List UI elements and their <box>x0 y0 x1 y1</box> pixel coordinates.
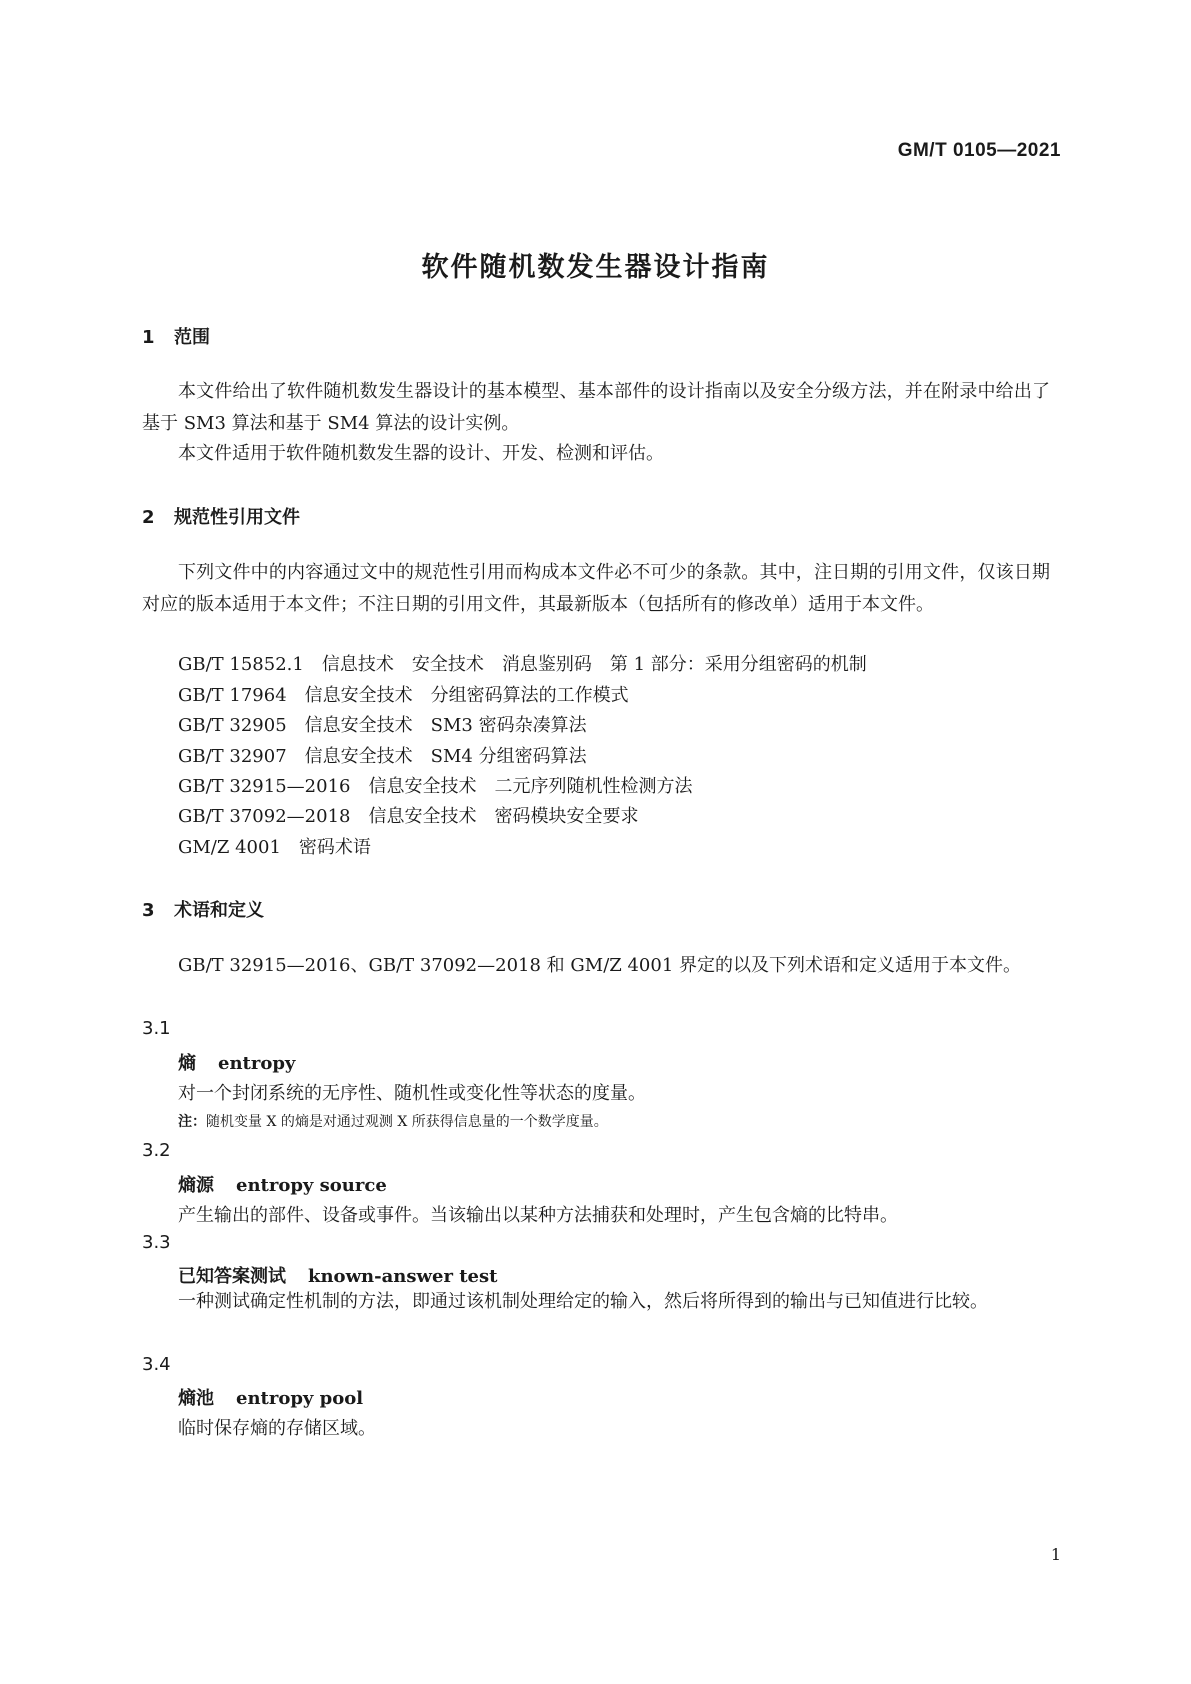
reference-item <box>178 771 692 803</box>
reference-item <box>178 832 371 864</box>
reference-title: 信息安全技术 分组密码算法的工作模式 <box>304 685 629 706</box>
term-number: 3.3 <box>142 1232 171 1253</box>
reference-title: 信息安全技术 SM3 密码杂凑算法 <box>304 715 587 736</box>
reference-code: GB/T 32905 <box>178 715 287 736</box>
term-chinese: 熵源 <box>178 1175 214 1196</box>
section-number: 2 <box>142 507 155 528</box>
references-intro: 下列文件中的内容通过文中的规范性引用而构成本文件必不可少的条款。其中，注日期的引用文件，仅该日期对应的版本适用于本文件；不注日期的引用文件，其最新版本（包括所有的修改单）适用于本文件。 <box>142 562 1050 615</box>
term-chinese: 熵池 <box>178 1388 214 1409</box>
term-english: known-answer test <box>308 1266 498 1287</box>
term-chinese: 熵 <box>178 1053 196 1074</box>
section-heading-3 <box>142 896 264 922</box>
reference-item <box>178 649 867 681</box>
reference-code: GM/Z 4001 <box>178 837 281 858</box>
reference-item <box>178 680 629 712</box>
scope-paragraph-1: 本文件给出了软件随机数发生器设计的基本模型、基本部件的设计指南以及安全分级方法，并在附录中给出了基于 SM3 算法和基于 SM4 算法的设计实例。 <box>142 381 1050 434</box>
section-heading-1 <box>142 323 210 349</box>
reference-code: GB/T 37092—2018 <box>178 806 351 827</box>
term-definition: 对一个封闭系统的无序性、随机性或变化性等状态的度量。 <box>178 1083 646 1104</box>
term-entry <box>178 1171 387 1197</box>
section-number: 3 <box>142 900 155 921</box>
term-note <box>178 1111 608 1131</box>
section-title: 范围 <box>174 327 210 348</box>
scope-paragraph-2: 本文件适用于软件随机数发生器的设计、开发、检测和评估。 <box>178 443 664 464</box>
term-entry <box>178 1262 497 1288</box>
term-number: 3.1 <box>142 1018 171 1039</box>
document-code: GM/T 0105—2021 <box>897 140 1061 161</box>
section-title: 规范性引用文件 <box>174 507 300 528</box>
reference-title: 密码术语 <box>298 837 371 858</box>
note-label: 注： <box>178 1114 206 1130</box>
term-definition: 一种测试确定性机制的方法，即通过该机制处理给定的输入，然后将所得到的输出与已知值进行比较。 <box>178 1291 988 1312</box>
reference-item <box>178 801 638 833</box>
section-heading-2 <box>142 503 300 529</box>
reference-item <box>178 741 587 773</box>
term-number: 3.4 <box>142 1354 171 1375</box>
term-english: entropy <box>218 1053 296 1074</box>
term-english: entropy source <box>236 1175 387 1196</box>
term-definition: 临时保存熵的存储区域。 <box>178 1418 376 1439</box>
page-number: 1 <box>1050 1545 1061 1564</box>
reference-title: 信息安全技术 密码模块安全要求 <box>368 806 639 827</box>
reference-title: 信息安全技术 SM4 分组密码算法 <box>304 746 587 767</box>
section-title: 术语和定义 <box>174 900 264 921</box>
reference-title: 信息技术 安全技术 消息鉴别码 第 1 部分：采用分组密码的机制 <box>321 654 867 675</box>
page-title: 软件随机数发生器设计指南 <box>421 252 770 283</box>
term-entry <box>178 1049 295 1075</box>
term-chinese: 已知答案测试 <box>178 1266 286 1287</box>
reference-item <box>178 710 587 742</box>
reference-code: GB/T 32907 <box>178 746 287 767</box>
term-entry <box>178 1384 363 1410</box>
note-text: 随机变量 X 的熵是对通过观测 X 所获得信息量的一个数学度量。 <box>206 1114 608 1130</box>
reference-title: 信息安全技术 二元序列随机性检测方法 <box>368 776 693 797</box>
term-number: 3.2 <box>142 1140 171 1161</box>
reference-code: GB/T 17964 <box>178 685 287 706</box>
term-definition: 产生输出的部件、设备或事件。当该输出以某种方法捕获和处理时，产生包含熵的比特串。 <box>178 1205 898 1226</box>
terms-intro: GB/T 32915—2016、GB/T 37092—2018 和 GM/Z 4001 界定的以及下列术语和定义适用于本文件。 <box>178 955 1022 976</box>
reference-code: GB/T 15852.1 <box>178 654 304 675</box>
section-number: 1 <box>142 327 155 348</box>
term-english: entropy pool <box>236 1388 364 1409</box>
reference-code: GB/T 32915—2016 <box>178 776 351 797</box>
